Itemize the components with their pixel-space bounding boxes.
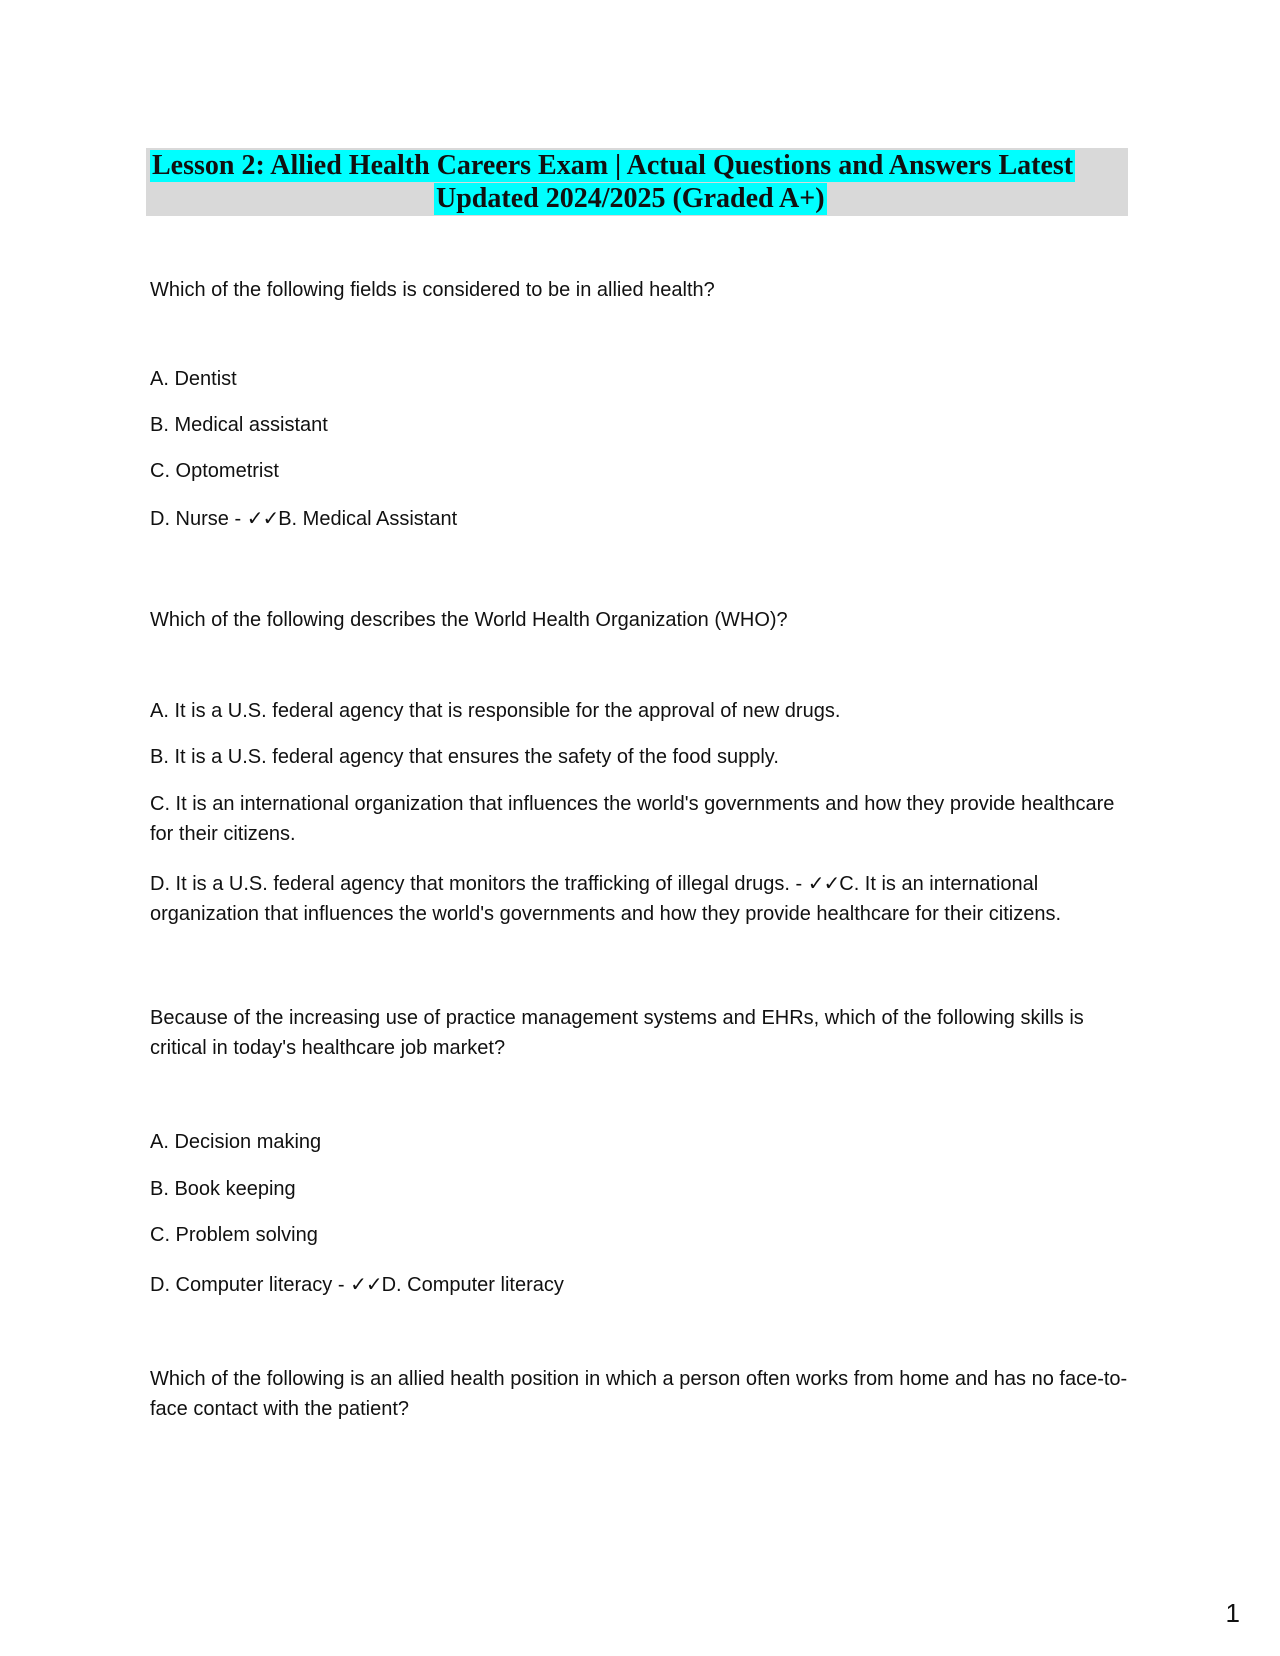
option-d: D. Nurse [150, 508, 229, 530]
option-list [150, 364, 1130, 394]
option-row [150, 789, 1130, 849]
answer-separator: - [228, 508, 247, 530]
option-d-with-answer [150, 868, 1130, 929]
option-c: C. Optometrist [150, 460, 279, 482]
option-row [150, 742, 1130, 772]
option-d-with-answer [150, 503, 1130, 534]
correct-answer: D. Computer literacy [381, 1274, 564, 1296]
option-d-with-answer [150, 1269, 1130, 1300]
option-row [150, 1269, 1130, 1300]
correct-answer: C. It is an international organization that influences the world's governments and how they provide healthcare for their citizens. [150, 873, 1061, 925]
answer-separator: - [789, 873, 808, 895]
option-row [150, 696, 1130, 726]
option-a: A. Dentist [150, 368, 237, 390]
question-block-1 [150, 275, 1130, 305]
option-row [150, 456, 1130, 486]
question-block-3 [150, 1003, 1130, 1063]
question-text: Which of the following is an allied health position in which a person often works from home and has no face-to-face contact with the patient? [150, 1368, 1128, 1420]
question-block-4 [150, 1364, 1130, 1424]
option-row [150, 503, 1130, 534]
answer-separator: - [332, 1274, 351, 1296]
page-title-line-2: Updated 2024/2025 (Graded A+) [436, 183, 825, 214]
question-text: Which of the following describes the World Health Organization (WHO)? [150, 609, 788, 631]
option-a: A. It is a U.S. federal agency that is responsible for the approval of new drugs. [150, 700, 841, 722]
option-a: A. Decision making [150, 1131, 322, 1153]
option-row [150, 1127, 1130, 1157]
option-row [150, 1220, 1130, 1250]
option-b: B. It is a U.S. federal agency that ensures the safety of the food supply. [150, 746, 779, 768]
option-row [150, 1174, 1130, 1204]
question-block-2 [150, 605, 1130, 635]
option-row [150, 868, 1130, 929]
page-title-line-1: Lesson 2: Allied Health Careers Exam | Actual Questions and Answers Latest [152, 150, 1074, 181]
checkmark-icon: ✓✓ [350, 1272, 382, 1296]
option-b: B. Medical assistant [150, 414, 328, 436]
option-c: C. It is an international organization that influences the world's governments and how they provide healthcare for their citizens. [150, 793, 1115, 845]
question-text: Because of the increasing use of practice management systems and EHRs, which of the following skills is critical in today's healthcare job market? [150, 1007, 1084, 1059]
option-d: D. Computer literacy [150, 1274, 333, 1296]
checkmark-icon: ✓✓ [246, 506, 279, 530]
option-row [150, 410, 1130, 440]
correct-answer: B. Medical Assistant [278, 508, 458, 530]
option-d: D. It is a U.S. federal agency that monitors the trafficking of illegal drugs. [150, 873, 790, 895]
page-number: 1 [1225, 1598, 1240, 1628]
option-c: C. Problem solving [150, 1224, 318, 1246]
checkmark-icon: ✓✓ [807, 871, 840, 895]
question-text: Which of the following fields is considered to be in allied health? [150, 279, 715, 301]
option-b: B. Book keeping [150, 1178, 296, 1200]
